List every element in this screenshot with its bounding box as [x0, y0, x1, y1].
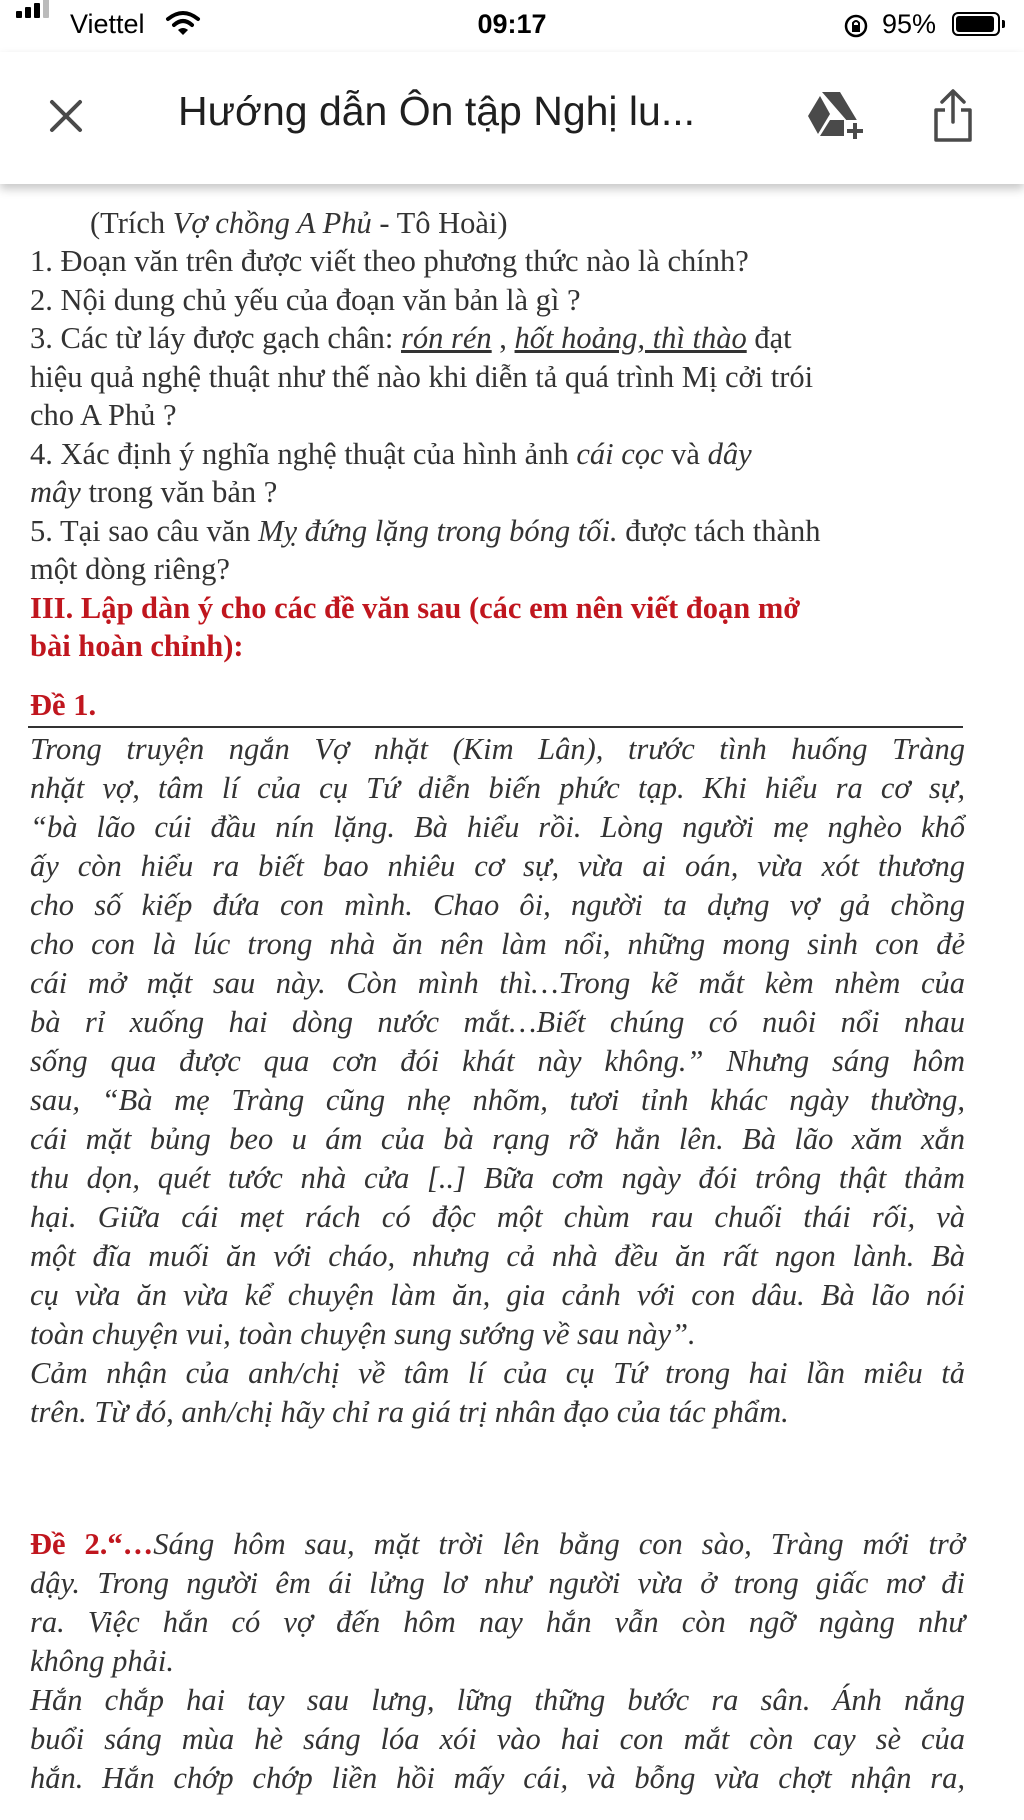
share-icon[interactable] — [930, 88, 976, 144]
citation: (Trích Vợ chồng A Phủ - Tô Hoài) — [90, 206, 508, 240]
question-2: 2. Nội dung chủ yếu của đoạn văn bản là gì ? — [30, 283, 581, 317]
de-1-heading: Đề 1. — [30, 688, 97, 722]
document-page[interactable]: (Trích Vợ chồng A Phủ - Tô Hoài) 1. Đoạn văn trên được viết theo phương thức nào là chính? 2. Nội dung chủ yếu của đoạn văn bản là gì ? 3. Các từ láy được gạch chân: rón rén , hốt hoảng, thì thào đạt hiệu quả nghệ thuật như thế nào khi diễn tả quá trình Mị cởi trói cho A Phủ ? 4. Xác định ý nghĩa nghệ thuật của hình ảnh cái cọc và dây mây trong văn bản ? 5. Tại sao câu văn Mỵ đứng lặng trong bóng tối. được tách thành một dòng riêng? III. Lập dàn ý cho các đề văn sau (các em nên viết đoạn mở bài hoàn chỉnh): Đề 1. Trong truyện ngắn Vợ nhặt (Kim Lân), trước tình huống Tràng nhặt vợ, tâm lí của cụ Tứ diễn biến phức tạp. Khi hiểu ra cơ sự, “bà lão cúi đầu nín lặng. Bà hiểu rồi. Lòng người mẹ nghèo khổ ấy còn hiểu ra biết bao nhiêu cơ sự, vừa ai oán, vừa xót thương cho số kiếp đứa con mình. Chao ôi, người ta dựng vợ gả chồng cho con là lúc trong nhà ăn nên làm nổi, những mong sinh con đẻ cái mở mặt sau này. Còn mình thì…Trong kẽ mắt kèm nhèm của bà rỉ xuống hai dòng nước mắt…Biết chúng có nuôi nổi nhau sống qua được qua cơn đói khát này không.” Nhưng sáng hôm sau, “Bà mẹ Tràng cũng nhẹ nhõm, tươi tỉnh khác ngày thường, cái mặt bủng beo u ám của bà rạng rỡ hẳn lên. Bà lão xăm xắn thu dọn, quét tước nhà cửa [..] Bữa cơm ngày đói trông thật thảm hại. Giữa cái mẹt rách có độc một chùm rau chuối thái rối, và một đĩa muối ăn với cháo, nhưng cả nhà đều ăn rất ngon lành. Bà cụ vừa ăn vừa kể chuyện làm ăn, gia cảnh với con dâu. Bà lão nói toàn chuyện vui, toàn chuyện sung sướng về sau này”. Cảm nhận của anh/chị về tâm lí của cụ Tứ trong hai lần miêu tả trên. Từ đó, anh/chị hãy chỉ ra giá trị nhân đạo của tác phẩm. Đề 2.“…Sáng hôm sau, mặt trời lên bằng con sào, Tràng mới trở dậy. Trong người êm ái lửng lơ như người vừa ở trong giấc mơ đi ra. Việc hắn có vợ đến hôm nay hắn vẫn còn ngỡ ngàng như không phải. Hắn chắp hai tay sau lưng, lững thững bước ra sân. Ánh nắng buổi sáng mùa hè sáng lóa xói vào hai con mắt còn cay sè của hắn. Hắn chớp chớp liền hồi mấy cái, và bỗng vừa chợt nhận ra, — [0, 150, 1024, 1820]
battery-fill — [956, 16, 994, 32]
section-3-heading: III. Lập dàn ý cho các đề văn sau (các em nên viết đoạn mở — [30, 591, 801, 625]
status-time: 09:17 — [477, 9, 547, 39]
question-3-line-3: cho A Phủ ? — [30, 398, 177, 432]
divider — [28, 726, 963, 728]
question-5: 5. Tại sao câu văn Mỵ đứng lặng trong bóng tối. được tách thành — [30, 514, 821, 548]
status-bar — [0, 0, 1024, 52]
de-2-heading: Đề 2.“…Sáng hôm sau, mặt trời lên bằng con sào, Tràng mới trở — [30, 1527, 965, 1561]
question-3-line-2: hiệu quả nghệ thuật như thế nào khi diễn tả quá trình Mị cởi trói — [30, 360, 814, 394]
document-title: Hướng dẫn Ôn tập Nghị lu... — [178, 88, 696, 134]
orientation-lock-icon — [843, 13, 869, 39]
add-to-drive-icon[interactable] — [806, 90, 866, 142]
question-4: 4. Xác định ý nghĩa nghệ thuật của hình ảnh cái cọc và dây — [30, 437, 752, 471]
section-3-heading-line-2: bài hoàn chỉnh): — [30, 629, 244, 663]
question-1: 1. Đoạn văn trên được viết theo phương thức nào là chính? — [30, 244, 749, 278]
close-icon[interactable] — [42, 92, 90, 140]
carrier-name: Viettel — [70, 9, 145, 39]
battery-percent: 95% — [882, 9, 937, 39]
battery-icon — [952, 12, 1000, 36]
app-header — [0, 52, 1024, 184]
question-4-line-2: mây trong văn bản ? — [30, 475, 278, 509]
question-5-line-2: một dòng riêng? — [30, 552, 230, 586]
question-3: 3. Các từ láy được gạch chân: rón rén , hốt hoảng, thì thào đạt — [30, 321, 792, 355]
battery-cap — [1002, 20, 1005, 28]
